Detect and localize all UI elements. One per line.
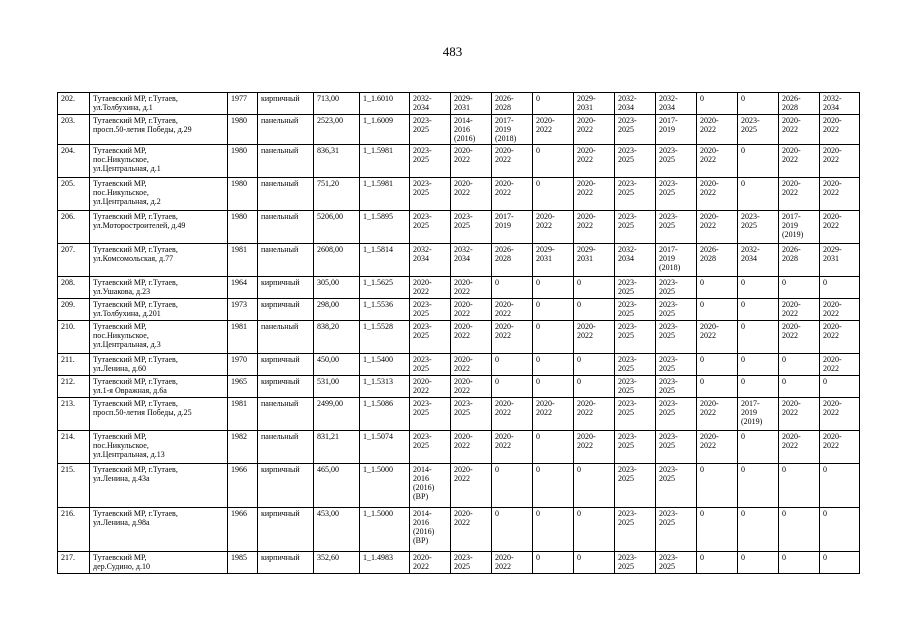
cell-year: 1964 — [228, 277, 258, 299]
cell-repair-period: 2023- 2025 — [615, 508, 656, 552]
cell-number: 212. — [58, 376, 90, 398]
cell-repair-period: 0 — [533, 552, 574, 574]
cell-repair-period: 2020- 2022 — [697, 145, 738, 178]
cell-number: 216. — [58, 508, 90, 552]
cell-repair-period: 2023- 2025 — [451, 398, 492, 431]
cell-address: Тутаевский МР, пос.Никульское, ул.Центральная, д.2 — [90, 178, 228, 211]
cell-area: 836,31 — [314, 145, 360, 178]
cell-year: 1980 — [228, 178, 258, 211]
cell-repair-period: 0 — [533, 299, 574, 321]
cell-repair-period: 2023- 2025 — [615, 115, 656, 145]
cell-repair-period: 2026- 2028 — [779, 244, 820, 277]
cell-repair-period: 2020- 2022 — [820, 178, 860, 211]
cell-index: 1_1.4983 — [360, 552, 410, 574]
cell-year: 1977 — [228, 93, 258, 115]
table-row — [58, 552, 860, 574]
cell-index: 1_1.5536 — [360, 299, 410, 321]
cell-repair-period: 0 — [533, 376, 574, 398]
cell-repair-period: 0 — [738, 277, 779, 299]
cell-repair-period: 2020- 2022 — [492, 552, 533, 574]
cell-repair-period: 0 — [779, 376, 820, 398]
cell-area: 751,20 — [314, 178, 360, 211]
cell-repair-period: 0 — [533, 145, 574, 178]
table-row — [58, 508, 860, 552]
cell-repair-period: 2020- 2022 — [451, 277, 492, 299]
cell-repair-period: 2023- 2025 — [656, 552, 697, 574]
cell-address: Тутаевский МР, г.Тутаев, ул.Ленина, д.98а — [90, 508, 228, 552]
cell-repair-period: 2020- 2022 — [492, 398, 533, 431]
cell-repair-period: 0 — [820, 277, 860, 299]
cell-repair-period: 2020- 2022 — [779, 299, 820, 321]
cell-repair-period: 2023- 2025 — [410, 321, 451, 354]
cell-wall-material: панельный — [258, 244, 314, 277]
cell-repair-period: 2020- 2022 — [492, 299, 533, 321]
cell-repair-period: 2020- 2022 — [697, 321, 738, 354]
cell-repair-period: 2020- 2022 — [820, 398, 860, 431]
cell-index: 1_1.5528 — [360, 321, 410, 354]
cell-repair-period: 2032- 2034 — [410, 244, 451, 277]
cell-repair-period: 0 — [574, 552, 615, 574]
cell-repair-period: 2032- 2034 — [615, 244, 656, 277]
cell-repair-period: 2032- 2034 — [451, 244, 492, 277]
cell-area: 5206,00 — [314, 211, 360, 244]
cell-repair-period: 2023- 2025 — [410, 398, 451, 431]
cell-repair-period: 0 — [492, 508, 533, 552]
cell-number: 204. — [58, 145, 90, 178]
cell-address: Тутаевский МР, г.Тутаев, просп.50-летия Победы, д.25 — [90, 398, 228, 431]
cell-index: 1_1.6009 — [360, 115, 410, 145]
cell-repair-period: 2020- 2022 — [574, 398, 615, 431]
table-row — [58, 299, 860, 321]
cell-address: Тутаевский МР, пос.Никульское, ул.Центральная, д.3 — [90, 321, 228, 354]
table-row — [58, 354, 860, 376]
cell-repair-period: 0 — [697, 464, 738, 508]
cell-area: 453,00 — [314, 508, 360, 552]
cell-address: Тутаевский МР, пос.Никульское, ул.Центральная, д.13 — [90, 431, 228, 464]
cell-index: 1_1.5981 — [360, 145, 410, 178]
cell-number: 202. — [58, 93, 90, 115]
cell-address: Тутаевский МР, г.Тутаев, ул.Толбухина, д.1 — [90, 93, 228, 115]
cell-repair-period: 0 — [738, 93, 779, 115]
cell-area: 2608,00 — [314, 244, 360, 277]
cell-repair-period: 0 — [697, 552, 738, 574]
cell-repair-period: 2020- 2022 — [451, 145, 492, 178]
cell-repair-period: 0 — [533, 431, 574, 464]
cell-repair-period: 2020- 2022 — [697, 398, 738, 431]
cell-address: Тутаевский МР, пос.Никульское, ул.Центральная, д.1 — [90, 145, 228, 178]
cell-repair-period: 2026- 2028 — [492, 93, 533, 115]
cell-repair-period: 2023- 2025 — [656, 178, 697, 211]
cell-repair-period: 2023- 2025 — [615, 277, 656, 299]
cell-repair-period: 2023- 2025 — [410, 211, 451, 244]
cell-repair-period: 2023- 2025 — [410, 354, 451, 376]
cell-index: 1_1.5000 — [360, 464, 410, 508]
cell-index: 1_1.5625 — [360, 277, 410, 299]
cell-year: 1965 — [228, 376, 258, 398]
cell-repair-period: 2029- 2031 — [533, 244, 574, 277]
cell-address: Тутаевский МР, г.Тутаев, ул.Ленина, д.43а — [90, 464, 228, 508]
cell-repair-period: 2023- 2025 — [656, 464, 697, 508]
cell-repair-period: 2017- 2019 (2019) — [779, 211, 820, 244]
cell-index: 1_1.5000 — [360, 508, 410, 552]
cell-index: 1_1.6010 — [360, 93, 410, 115]
cell-wall-material: панельный — [258, 145, 314, 178]
cell-repair-period: 0 — [738, 508, 779, 552]
cell-repair-period: 2017- 2019 (2019) — [738, 398, 779, 431]
cell-repair-period: 2020- 2022 — [779, 321, 820, 354]
cell-number: 207. — [58, 244, 90, 277]
cell-repair-period: 2020- 2022 — [779, 431, 820, 464]
cell-wall-material: кирпичный — [258, 464, 314, 508]
cell-repair-period: 2020- 2022 — [779, 398, 820, 431]
cell-repair-period: 2026- 2028 — [779, 93, 820, 115]
cell-repair-period: 0 — [533, 354, 574, 376]
cell-repair-period: 2032- 2034 — [615, 93, 656, 115]
cell-repair-period: 2017- 2019 — [656, 115, 697, 145]
cell-area: 465,00 — [314, 464, 360, 508]
cell-repair-period: 2026- 2028 — [492, 244, 533, 277]
cell-repair-period: 0 — [820, 508, 860, 552]
cell-repair-period: 0 — [492, 277, 533, 299]
cell-area: 352,60 — [314, 552, 360, 574]
cell-repair-period: 2032- 2034 — [656, 93, 697, 115]
cell-repair-period: 0 — [820, 376, 860, 398]
cell-index: 1_1.5400 — [360, 354, 410, 376]
cell-number: 210. — [58, 321, 90, 354]
cell-repair-period: 2020- 2022 — [451, 376, 492, 398]
cell-wall-material: кирпичный — [258, 508, 314, 552]
cell-repair-period: 0 — [738, 299, 779, 321]
cell-repair-period: 2023- 2025 — [410, 431, 451, 464]
cell-address: Тутаевский МР, г.Тутаев, ул.Толбухина, д.201 — [90, 299, 228, 321]
cell-repair-period: 2020- 2022 — [574, 321, 615, 354]
cell-repair-period: 2020- 2022 — [574, 145, 615, 178]
cell-area: 2523,00 — [314, 115, 360, 145]
cell-repair-period: 0 — [533, 93, 574, 115]
cell-repair-period: 2020- 2022 — [410, 376, 451, 398]
cell-year: 1980 — [228, 115, 258, 145]
cell-repair-period: 2020- 2022 — [410, 552, 451, 574]
cell-year: 1981 — [228, 244, 258, 277]
cell-wall-material: кирпичный — [258, 376, 314, 398]
cell-repair-period: 2023- 2025 — [451, 552, 492, 574]
cell-wall-material: панельный — [258, 211, 314, 244]
cell-repair-period: 2020- 2022 — [492, 178, 533, 211]
cell-repair-period: 2023- 2025 — [615, 552, 656, 574]
cell-wall-material: панельный — [258, 115, 314, 145]
cell-repair-period: 2023- 2025 — [615, 354, 656, 376]
cell-repair-period: 0 — [697, 299, 738, 321]
cell-repair-period: 2029- 2031 — [820, 244, 860, 277]
cell-repair-period: 2023- 2025 — [410, 115, 451, 145]
cell-year: 1985 — [228, 552, 258, 574]
cell-repair-period: 2020- 2022 — [820, 354, 860, 376]
cell-index: 1_1.5074 — [360, 431, 410, 464]
table-row — [58, 178, 860, 211]
cell-repair-period: 2020- 2022 — [492, 431, 533, 464]
cell-repair-period: 0 — [697, 376, 738, 398]
page-number: 483 — [442, 44, 463, 59]
cell-year: 1966 — [228, 508, 258, 552]
cell-wall-material: панельный — [258, 321, 314, 354]
cell-repair-period: 0 — [574, 376, 615, 398]
cell-number: 214. — [58, 431, 90, 464]
cell-address: Тутаевский МР, г.Тутаев, ул.Ушакова, д.23 — [90, 277, 228, 299]
cell-repair-period: 2029- 2031 — [451, 93, 492, 115]
cell-repair-period: 2023- 2025 — [738, 211, 779, 244]
cell-repair-period: 2020- 2022 — [820, 299, 860, 321]
cell-index: 1_1.5313 — [360, 376, 410, 398]
cell-area: 2499,00 — [314, 398, 360, 431]
cell-area: 831,21 — [314, 431, 360, 464]
cell-repair-period: 2026- 2028 — [697, 244, 738, 277]
cell-repair-period: 2020- 2022 — [820, 115, 860, 145]
cell-repair-period: 0 — [533, 508, 574, 552]
cell-repair-period: 2023- 2025 — [410, 178, 451, 211]
cell-wall-material: кирпичный — [258, 299, 314, 321]
cell-repair-period: 2023- 2025 — [615, 321, 656, 354]
cell-repair-period: 0 — [779, 508, 820, 552]
cell-repair-period: 2023- 2025 — [656, 398, 697, 431]
cell-number: 217. — [58, 552, 90, 574]
cell-repair-period: 0 — [779, 464, 820, 508]
cell-index: 1_1.5086 — [360, 398, 410, 431]
cell-area: 450,00 — [314, 354, 360, 376]
cell-index: 1_1.5895 — [360, 211, 410, 244]
cell-repair-period: 2032- 2034 — [410, 93, 451, 115]
cell-repair-period: 2014- 2016 (2016) (ВР) — [410, 464, 451, 508]
cell-repair-period: 0 — [738, 145, 779, 178]
cell-index: 1_1.5981 — [360, 178, 410, 211]
cell-number: 208. — [58, 277, 90, 299]
cell-repair-period: 2014- 2016 (2016) (ВР) — [410, 508, 451, 552]
cell-repair-period: 0 — [574, 354, 615, 376]
cell-repair-period: 0 — [492, 354, 533, 376]
cell-address: Тутаевский МР, г.Тутаев, ул.Комсомольская, д.77 — [90, 244, 228, 277]
cell-area: 713,00 — [314, 93, 360, 115]
table-body — [58, 93, 860, 574]
cell-repair-period: 2017- 2019 (2018) — [492, 115, 533, 145]
cell-repair-period: 0 — [738, 431, 779, 464]
cell-repair-period: 2020- 2022 — [410, 277, 451, 299]
cell-year: 1981 — [228, 321, 258, 354]
cell-repair-period: 0 — [738, 178, 779, 211]
cell-repair-period: 2023- 2025 — [615, 398, 656, 431]
cell-wall-material: панельный — [258, 178, 314, 211]
cell-address: Тутаевский МР, г.Тутаев, ул.Ленина, д.60 — [90, 354, 228, 376]
cell-wall-material: панельный — [258, 431, 314, 464]
cell-repair-period: 2023- 2025 — [615, 211, 656, 244]
cell-repair-period: 2023- 2025 — [451, 211, 492, 244]
cell-repair-period: 2020- 2022 — [492, 321, 533, 354]
cell-repair-period: 2020- 2022 — [533, 398, 574, 431]
cell-repair-period: 2017- 2019 — [492, 211, 533, 244]
cell-repair-period: 2023- 2025 — [615, 299, 656, 321]
table-row — [58, 321, 860, 354]
cell-repair-period: 2023- 2025 — [656, 211, 697, 244]
cell-repair-period: 2020- 2022 — [820, 321, 860, 354]
cell-address: Тутаевский МР, дер.Судино, д.10 — [90, 552, 228, 574]
cell-address: Тутаевский МР, г.Тутаев, ул.Моторостроителей, д.49 — [90, 211, 228, 244]
table-row — [58, 244, 860, 277]
cell-wall-material: кирпичный — [258, 354, 314, 376]
cell-year: 1980 — [228, 145, 258, 178]
cell-repair-period: 0 — [533, 321, 574, 354]
cell-repair-period: 2017- 2019 (2018) — [656, 244, 697, 277]
cell-wall-material: кирпичный — [258, 552, 314, 574]
cell-repair-period: 2020- 2022 — [697, 211, 738, 244]
cell-repair-period: 2020- 2022 — [697, 178, 738, 211]
cell-repair-period: 0 — [738, 464, 779, 508]
cell-repair-period: 2023- 2025 — [738, 115, 779, 145]
table-row — [58, 145, 860, 178]
cell-repair-period: 2020- 2022 — [492, 145, 533, 178]
cell-repair-period: 2020- 2022 — [697, 431, 738, 464]
cell-area: 298,00 — [314, 299, 360, 321]
cell-repair-period: 2023- 2025 — [656, 354, 697, 376]
cell-repair-period: 0 — [574, 464, 615, 508]
cell-repair-period: 0 — [779, 354, 820, 376]
cell-wall-material: кирпичный — [258, 93, 314, 115]
cell-repair-period: 2020- 2022 — [451, 321, 492, 354]
cell-repair-period: 2020- 2022 — [533, 115, 574, 145]
cell-repair-period: 2023- 2025 — [615, 431, 656, 464]
cell-year: 1982 — [228, 431, 258, 464]
cell-repair-period: 0 — [574, 299, 615, 321]
cell-repair-period: 2020- 2022 — [820, 431, 860, 464]
cell-repair-period: 2023- 2025 — [410, 299, 451, 321]
cell-repair-period: 0 — [779, 552, 820, 574]
cell-repair-period: 2020- 2022 — [451, 299, 492, 321]
cell-wall-material: кирпичный — [258, 277, 314, 299]
cell-area: 838,20 — [314, 321, 360, 354]
table-row — [58, 398, 860, 431]
cell-wall-material: панельный — [258, 398, 314, 431]
cell-year: 1973 — [228, 299, 258, 321]
cell-repair-period: 2020- 2022 — [820, 211, 860, 244]
cell-repair-period: 2020- 2022 — [451, 431, 492, 464]
cell-repair-period: 2023- 2025 — [656, 277, 697, 299]
cell-repair-period: 2023- 2025 — [656, 299, 697, 321]
table-row — [58, 277, 860, 299]
cell-number: 211. — [58, 354, 90, 376]
cell-number: 203. — [58, 115, 90, 145]
housing-repair-schedule-table — [57, 92, 860, 574]
cell-repair-period: 0 — [820, 552, 860, 574]
cell-area: 531,00 — [314, 376, 360, 398]
cell-repair-period: 0 — [697, 277, 738, 299]
cell-repair-period: 2020- 2022 — [574, 178, 615, 211]
cell-number: 205. — [58, 178, 90, 211]
cell-address: Тутаевский МР, г.Тутаев, просп.50-летия Победы, д.29 — [90, 115, 228, 145]
cell-repair-period: 2020- 2022 — [779, 145, 820, 178]
cell-repair-period: 0 — [779, 277, 820, 299]
cell-repair-period: 2023- 2025 — [656, 431, 697, 464]
cell-repair-period: 0 — [574, 277, 615, 299]
cell-repair-period: 0 — [492, 464, 533, 508]
cell-repair-period: 2023- 2025 — [615, 145, 656, 178]
cell-repair-period: 2020- 2022 — [574, 431, 615, 464]
cell-repair-period: 2020- 2022 — [451, 178, 492, 211]
cell-year: 1980 — [228, 211, 258, 244]
cell-repair-period: 0 — [533, 277, 574, 299]
cell-number: 215. — [58, 464, 90, 508]
cell-repair-period: 0 — [738, 552, 779, 574]
cell-repair-period: 2020- 2022 — [574, 211, 615, 244]
table-row — [58, 93, 860, 115]
cell-repair-period: 2020- 2022 — [533, 211, 574, 244]
cell-repair-period: 2029- 2031 — [574, 244, 615, 277]
cell-year: 1981 — [228, 398, 258, 431]
cell-repair-period: 2020- 2022 — [779, 115, 820, 145]
cell-repair-period: 2014- 2016 (2016) — [451, 115, 492, 145]
table-row — [58, 431, 860, 464]
cell-repair-period: 2032- 2034 — [820, 93, 860, 115]
cell-repair-period: 2020- 2022 — [574, 115, 615, 145]
cell-repair-period: 2023- 2025 — [615, 376, 656, 398]
cell-address: Тутаевский МР, г.Тутаев, ул.1-я Овражная, д.6а — [90, 376, 228, 398]
cell-repair-period: 2020- 2022 — [697, 115, 738, 145]
cell-repair-period: 2020- 2022 — [820, 145, 860, 178]
cell-repair-period: 2023- 2025 — [615, 178, 656, 211]
cell-repair-period: 2023- 2025 — [656, 145, 697, 178]
cell-area: 305,00 — [314, 277, 360, 299]
cell-index: 1_1.5814 — [360, 244, 410, 277]
cell-repair-period: 2032- 2034 — [738, 244, 779, 277]
cell-repair-period: 0 — [738, 376, 779, 398]
table-row — [58, 376, 860, 398]
cell-repair-period: 2023- 2025 — [656, 508, 697, 552]
cell-number: 213. — [58, 398, 90, 431]
cell-repair-period: 2029- 2031 — [574, 93, 615, 115]
cell-repair-period: 2020- 2022 — [451, 354, 492, 376]
cell-repair-period: 2020- 2022 — [451, 508, 492, 552]
cell-repair-period: 0 — [738, 321, 779, 354]
cell-repair-period: 0 — [533, 464, 574, 508]
cell-repair-period: 2020- 2022 — [451, 464, 492, 508]
cell-repair-period: 0 — [574, 508, 615, 552]
table-row — [58, 211, 860, 244]
cell-repair-period: 2023- 2025 — [656, 376, 697, 398]
cell-year: 1966 — [228, 464, 258, 508]
cell-number: 209. — [58, 299, 90, 321]
cell-repair-period: 0 — [697, 508, 738, 552]
table-row — [58, 464, 860, 508]
cell-year: 1970 — [228, 354, 258, 376]
cell-number: 206. — [58, 211, 90, 244]
cell-repair-period: 0 — [820, 464, 860, 508]
cell-repair-period: 0 — [697, 93, 738, 115]
cell-repair-period: 2023- 2025 — [656, 321, 697, 354]
cell-repair-period: 2023- 2025 — [410, 145, 451, 178]
cell-repair-period: 0 — [492, 376, 533, 398]
cell-repair-period: 0 — [533, 178, 574, 211]
cell-repair-period: 2023- 2025 — [615, 464, 656, 508]
cell-repair-period: 2020- 2022 — [779, 178, 820, 211]
cell-repair-period: 0 — [697, 354, 738, 376]
table-row — [58, 115, 860, 145]
cell-repair-period: 0 — [738, 354, 779, 376]
